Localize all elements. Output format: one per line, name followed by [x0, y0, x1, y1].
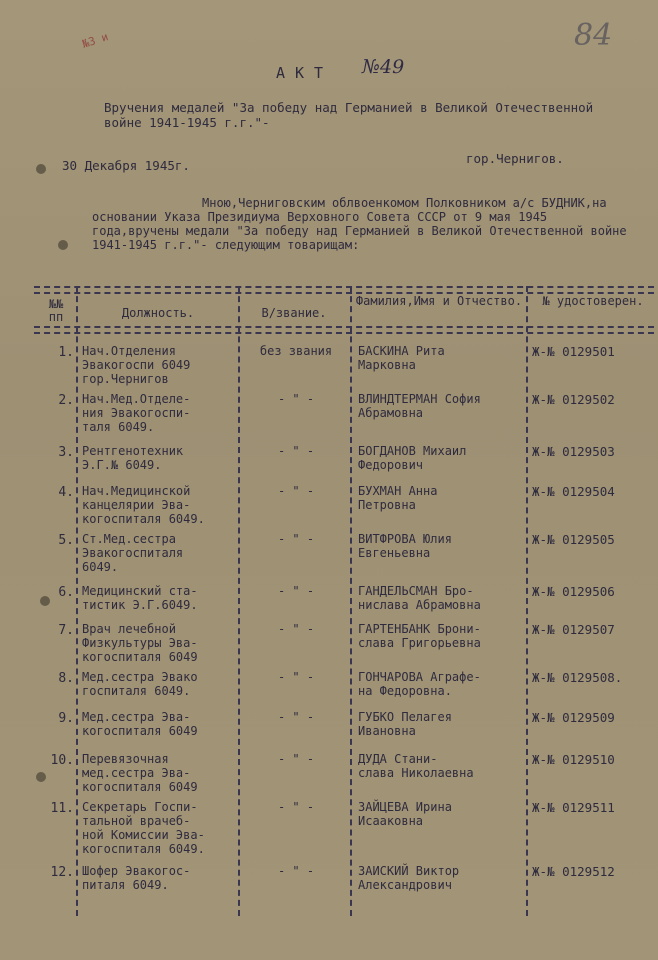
row-name-line: БОГДАНОВ Михаил: [358, 444, 467, 458]
header-num: №№ пп: [48, 297, 64, 324]
row-position-line: гор.Чернигов: [82, 372, 169, 386]
row-position-line: 6049.: [82, 560, 119, 574]
row-position-line: тальной врачеб-: [82, 814, 191, 828]
col-divider-1: [76, 286, 78, 916]
row-number: 5.: [58, 533, 74, 548]
row-position-line: Врач лечебной: [82, 622, 176, 636]
row-name-line: ЗАИСКИЙ Виктор: [358, 864, 460, 878]
row-number: 1.: [58, 345, 74, 360]
row-certificate: Ж-№ 0129506: [532, 584, 615, 599]
row-position: [82, 800, 240, 856]
row-certificate: Ж-№ 0129503: [532, 444, 615, 459]
document-place: гор.Чернигов.: [466, 151, 564, 166]
paper-spot: [58, 240, 68, 250]
row-name-line: ВЛИНДТЕРМАН София: [358, 392, 481, 406]
row-name-line: ВИТФРОВА Юлия: [358, 532, 452, 546]
row-name-line: Александрович: [358, 878, 452, 892]
row-position-line: ной Комиссии Эва-: [82, 828, 205, 842]
pencil-page-number: 84: [574, 18, 613, 53]
row-position: [82, 444, 240, 472]
row-position-line: Эвакогоспиталя: [82, 546, 184, 560]
row-number: 2.: [58, 393, 74, 408]
header-rank: В/звание.: [261, 306, 327, 320]
row-position-line: когоспиталя 6049.: [82, 512, 205, 526]
row-name-line: слава Григорьевна: [358, 636, 481, 650]
row-number: 7.: [58, 623, 74, 638]
row-position: [82, 584, 240, 612]
row-name-line: БАСКИНА Рита: [358, 344, 445, 358]
document-number: №49: [362, 56, 405, 78]
row-position-line: канцелярии Эва-: [82, 498, 191, 512]
row-number: 4.: [58, 485, 74, 500]
row-name: [358, 392, 526, 420]
row-rank: без звания: [259, 344, 333, 358]
corner-stamp: №3 и: [80, 30, 110, 51]
row-position-line: госпиталя 6049.: [82, 684, 191, 698]
intro-text: Мною,Черниговским облвоенкомом Полковником а/с БУДНИК,на основании Указа Президиума Верховного Совета СССР от 9 мая 1945 года,вручены медали "За победу над Германией в Великой Отечественной войне 1941-1945 г.г."- следующим товарищам:: [92, 196, 627, 252]
row-certificate: Ж-№ 0129501: [532, 344, 615, 359]
row-name-line: на Федоровна.: [358, 684, 452, 698]
col-divider-4: [526, 286, 528, 916]
row-name-line: Федорович: [358, 458, 424, 472]
row-name-line: Петровна: [358, 498, 416, 512]
row-position: [82, 710, 240, 738]
row-position-line: мед.сестра Эва-: [82, 766, 191, 780]
row-name-line: ЗАЙЦЕВА Ирина: [358, 800, 452, 814]
row-name: [358, 670, 526, 698]
row-name: [358, 710, 526, 738]
row-position: [82, 484, 240, 526]
row-rank: - " -: [277, 584, 315, 598]
row-name-line: Абрамовна: [358, 406, 424, 420]
row-number: 9.: [58, 711, 74, 726]
row-rank: - " -: [277, 752, 315, 766]
row-position-line: Секретарь Госпи-: [82, 800, 198, 814]
row-position-line: Нач.Отделения: [82, 344, 176, 358]
row-name: [358, 864, 526, 892]
table-header-rule-2: [34, 332, 654, 334]
row-certificate: Ж-№ 0129502: [532, 392, 615, 407]
row-number: 3.: [58, 445, 74, 460]
paper-spot: [36, 164, 46, 174]
row-certificate: Ж-№ 0129509: [532, 710, 615, 725]
row-name: [358, 584, 526, 612]
row-position-line: Медицинский ста-: [82, 584, 198, 598]
row-position-line: когоспиталя 6049: [82, 650, 198, 664]
row-position-line: Мед.сестра Эвако: [82, 670, 198, 684]
row-name-line: нислава Абрамовна: [358, 598, 481, 612]
row-certificate: Ж-№ 0129507: [532, 622, 615, 637]
header-cert: № удостоверен.: [542, 294, 644, 308]
row-position-line: тистик Э.Г.6049.: [82, 598, 198, 612]
row-name: [358, 484, 526, 512]
row-certificate: Ж-№ 0129510: [532, 752, 615, 767]
row-rank: - " -: [277, 444, 315, 458]
row-certificate: Ж-№ 0129504: [532, 484, 615, 499]
row-name: [358, 444, 526, 472]
row-rank: - " -: [277, 710, 315, 724]
row-certificate: Ж-№ 0129505: [532, 532, 615, 547]
row-position: [82, 864, 240, 892]
row-certificate: Ж-№ 0129512: [532, 864, 615, 879]
row-rank: - " -: [277, 800, 315, 814]
col-divider-3: [350, 286, 352, 916]
paper-spot: [40, 596, 50, 606]
row-rank: - " -: [277, 622, 315, 636]
row-position-line: Мед.сестра Эва-: [82, 710, 191, 724]
row-position: [82, 532, 240, 574]
row-position-line: Эвакогоспи 6049: [82, 358, 191, 372]
row-position-line: Физкультуры Эва-: [82, 636, 198, 650]
row-rank: - " -: [277, 864, 315, 878]
row-rank: - " -: [277, 670, 315, 684]
row-certificate: Ж-№ 0129508.: [532, 670, 623, 685]
row-position-line: Ст.Мед.сестра: [82, 532, 176, 546]
document-subtitle: Вручения медалей "За победу над Германией в Великой Отечественной войне 1941-1945 г.г."-: [104, 100, 594, 130]
row-position: [82, 344, 240, 386]
row-position-line: Шофер Эвакогос-: [82, 864, 191, 878]
row-name-line: ГАРТЕНБАНК Брони-: [358, 622, 481, 636]
row-number: 10.: [50, 753, 74, 768]
row-name-line: ГУБКО Пелагея: [358, 710, 452, 724]
row-position-line: когоспиталя 6049: [82, 780, 198, 794]
row-certificate: Ж-№ 0129511: [532, 800, 615, 815]
row-position-line: Нач.Медицинской: [82, 484, 191, 498]
row-name-line: Марковна: [358, 358, 416, 372]
row-number: 6.: [58, 585, 74, 600]
row-number: 12.: [50, 865, 74, 880]
row-name-line: Евгеньевна: [358, 546, 431, 560]
row-number: 8.: [58, 671, 74, 686]
row-number: 11.: [50, 801, 74, 816]
row-name: [358, 622, 526, 650]
row-name-line: Ивановна: [358, 724, 416, 738]
header-name: Фамилия,Имя и Отчество.: [355, 294, 523, 308]
row-position: [82, 670, 240, 698]
row-position: [82, 622, 240, 664]
paper-spot: [36, 772, 46, 782]
row-position-line: когоспиталя 6049.: [82, 842, 205, 856]
row-position-line: Перевязочная: [82, 752, 169, 766]
table-header-rule: [34, 326, 654, 328]
row-position: [82, 752, 240, 794]
row-name-line: ГОНЧАРОВА Аграфе-: [358, 670, 481, 684]
row-position-line: Рентгенотехник: [82, 444, 184, 458]
table-top-rule: [34, 286, 654, 288]
row-name-line: БУХМАН Анна: [358, 484, 438, 498]
row-position: [82, 392, 240, 434]
row-rank: - " -: [277, 484, 315, 498]
header-position: Должность.: [121, 306, 195, 320]
row-position-line: Нач.Мед.Отделе-: [82, 392, 191, 406]
row-name-line: ГАНДЕЛЬСМАН Бро-: [358, 584, 474, 598]
row-position-line: ния Эвакогоспи-: [82, 406, 191, 420]
row-position-line: питаля 6049.: [82, 878, 169, 892]
row-position-line: Э.Г.№ 6049.: [82, 458, 162, 472]
intro-paragraph: [92, 196, 632, 252]
document-title: АКТ: [276, 64, 334, 82]
row-position-line: таля 6049.: [82, 420, 155, 434]
row-name: [358, 752, 526, 780]
row-name: [358, 800, 526, 828]
row-rank: - " -: [277, 392, 315, 406]
row-name: [358, 344, 526, 372]
row-position-line: когоспиталя 6049: [82, 724, 198, 738]
document-date: 30 Декабря 1945г.: [62, 158, 190, 173]
row-name-line: ДУДА Стани-: [358, 752, 438, 766]
row-name: [358, 532, 526, 560]
row-name-line: Исааковна: [358, 814, 424, 828]
row-name-line: слава Николаевна: [358, 766, 474, 780]
row-rank: - " -: [277, 532, 315, 546]
